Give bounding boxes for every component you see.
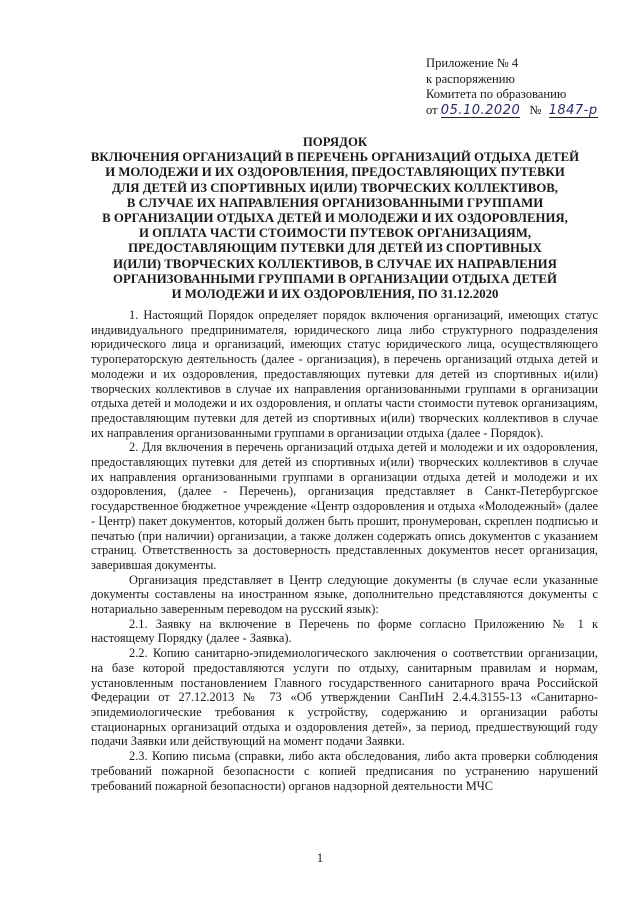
appendix-number: Приложение № 4 <box>426 56 519 70</box>
title-line: ДЛЯ ДЕТЕЙ ИЗ СПОРТИВНЫХ И(ИЛИ) ТВОРЧЕСКИХ КОЛЛЕКТИВОВ, <box>111 180 559 195</box>
paragraph-2-3: 2.3. Копию письма (справки, либо акта обследования, либо акта проверки соблюдения требований пожарной безопасности с копией предписания по устранению нарушений требований пожарной безопасности) органов надзорной деятельности МЧС <box>91 749 598 793</box>
handwritten-number: 1847-р <box>548 102 598 118</box>
paragraph-1: 1. Настоящий Порядок определяет порядок включения организаций, имеющих статус индивидуального предпринимателя, юридического лица либо структурного подразделения юридического лица и организаций, имеющих статус юридического лица, осуществляющего туроператорскую деятельность (далее - организация), в перечень организаций отдыха детей и молодежи и их оздоровления, предоставляющих путевки для детей из спортивных и(или) творческих коллективов в случае их направления организованными группами в организации отдыха детей и молодежи и их оздоровления, и оплаты части стоимости путевок организациям, предоставляющим путевки для детей из спортивных и(или) творческих коллективов в случае их направления организованными группами в организации отдыха (далее - Порядок). <box>91 308 598 440</box>
title-line: В СЛУЧАЕ ИХ НАПРАВЛЕНИЯ ОРГАНИЗОВАННЫМИ ГРУППАМИ <box>126 195 544 210</box>
document-body <box>91 308 598 793</box>
paragraph-2-2: 2.2. Копию санитарно-эпидемиологического заключения о соответствии организации, на базе которой предоставляются услуги по отдыху, санитарным правилам и нормам, установленным постановлением Главного государственного санитарного врача Российской Федерации от 27.12.2013 № 73 «Об утверждении СанПиН 2.4.4.3155-13 «Санитарно-эпидемиологические требования к устройству, содержанию и организации работы стационарных организаций отдыха и оздоровления детей», за период, предшествующий году подачи Заявки или действующий на момент подачи Заявки. <box>91 646 598 749</box>
title-line: ОРГАНИЗОВАННЫМИ ГРУППАМИ В ОРГАНИЗАЦИИ ОТДЫХА ДЕТЕЙ <box>112 271 558 286</box>
appendix-order-ref: к распоряжению <box>426 71 515 86</box>
title-line: ВКЛЮЧЕНИЯ ОРГАНИЗАЦИЙ В ПЕРЕЧЕНЬ ОРГАНИЗАЦИЙ ОТДЫХА ДЕТЕЙ <box>90 150 580 165</box>
title-line: ПРЕДОСТАВЛЯЮЩИМ ПУТЕВКИ ДЛЯ ДЕТЕЙ ИЗ СПОРТИВНЫХ <box>128 241 542 256</box>
date-underline <box>441 104 520 118</box>
number-sign: № <box>529 102 542 117</box>
paragraph-2-1: 2.1. Заявку на включение в Перечень по форме согласно Приложению № 1 к настоящему Порядку (далее - Заявка). <box>91 616 598 646</box>
paragraph-2: 2. Для включения в перечень организаций отдыха детей и молодежи и их оздоровления, предоставляющих путевки для детей из спортивных и(или) творческих коллективов в случае их направления организованными группами в организации отдыха детей и молодежи и их оздоровления, (далее - Перечень), организация представляет в Санкт-Петербургское государственное бюджетное учреждение «Центр оздоровления и отдыха «Молодежный» (далее - Центр) пакет документов, который должен быть прошит, пронумерован, скреплен подписью и печатью (при наличии) организации, а также должен содержать опись документов с указанием страниц. Ответственность за достоверность представленных документов несет организация, заверившая документы. <box>91 440 598 572</box>
appendix-date-line <box>426 103 626 119</box>
document-title <box>80 135 590 302</box>
title-line: И МОЛОДЕЖИ И ИХ ОЗДОРОВЛЕНИЯ, ПО 31.12.2020 <box>171 287 499 302</box>
title-line: ПОРЯДОК <box>302 135 368 149</box>
title-line: И МОЛОДЕЖИ И ИХ ОЗДОРОВЛЕНИЯ, ПРЕДОСТАВЛЯЮЩИХ ПУТЕВКИ <box>105 165 565 180</box>
title-line: И ОПЛАТА ЧАСТИ СТОИМОСТИ ПУТЕВОК ОРГАНИЗАЦИЯМ, <box>138 226 532 241</box>
handwritten-date: 05.10.2020 <box>440 102 521 118</box>
from-label: от <box>426 102 438 117</box>
appendix-block <box>426 56 626 118</box>
number-underline <box>549 104 598 118</box>
paragraph-documents-intro: Организация представляет в Центр следующие документы (в случае если указанные документы составлены на иностранном языке, дополнительно представляются документы с нотариально заверенным переводом на русский язык): <box>91 572 598 617</box>
page-number: 1 <box>316 851 324 865</box>
appendix-committee: Комитета по образованию <box>426 87 567 101</box>
title-line: В ОРГАНИЗАЦИИ ОТДЫХА ДЕТЕЙ И МОЛОДЕЖИ И ИХ ОЗДОРОВЛЕНИЯ, <box>102 211 568 226</box>
title-line: И(ИЛИ) ТВОРЧЕСКИХ КОЛЛЕКТИВОВ, В СЛУЧАЕ ИХ НАПРАВЛЕНИЯ <box>113 256 557 271</box>
